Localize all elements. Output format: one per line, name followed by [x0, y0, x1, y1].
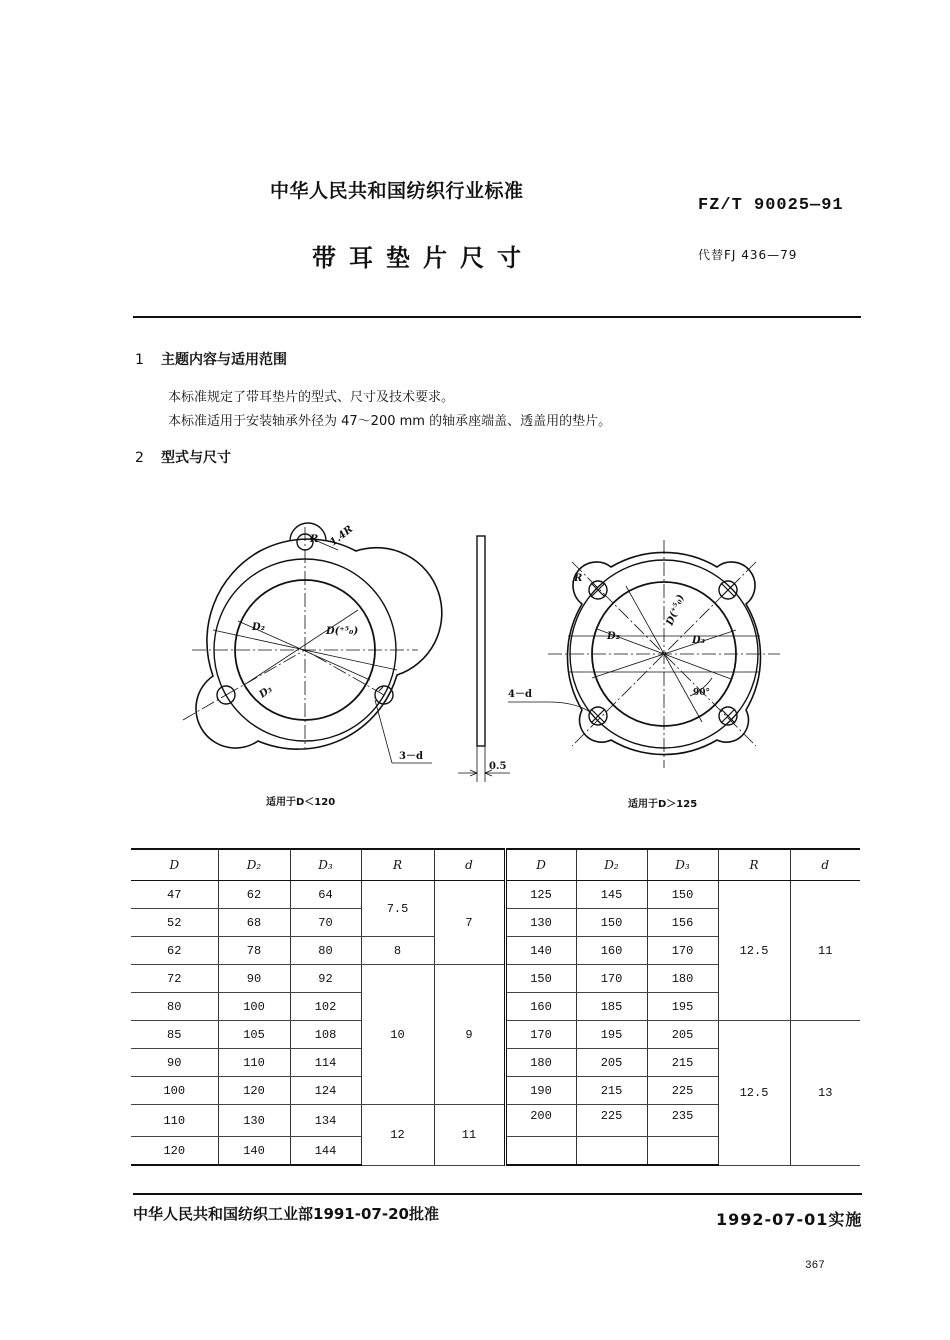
section-1-heading — [135, 349, 287, 369]
table-row — [131, 881, 860, 909]
cell: 130 — [218, 1105, 290, 1137]
document-title: 带耳垫片尺寸 — [312, 244, 534, 272]
cell: 144 — [290, 1137, 361, 1166]
cell: 170 — [647, 937, 718, 965]
cell: 78 — [218, 937, 290, 965]
cell: 52 — [131, 909, 218, 937]
section-1-para-2: 本标准适用于安装轴承外径为 47～200 mm 的轴承座端盖、透盖用的垫片。 — [168, 414, 612, 429]
page-number: 367 — [805, 1260, 825, 1272]
cell-d-merged: 9 — [434, 965, 505, 1105]
cell: 62 — [218, 881, 290, 909]
section-2-heading — [135, 447, 231, 467]
right-d2-label: D₂ — [607, 631, 621, 642]
right-angle-label: 90° — [693, 688, 711, 698]
cell-d-merged: 11 — [790, 881, 860, 1021]
footer-rule — [133, 1193, 862, 1195]
cell: 205 — [647, 1021, 718, 1049]
cell: 114 — [290, 1049, 361, 1077]
right-d-tol-label: D(⁺⁵₀) — [664, 593, 687, 628]
cell-empty — [647, 1137, 718, 1166]
left-d-tol-label: D(⁺⁵₀) — [326, 626, 359, 637]
cell: 195 — [647, 993, 718, 1021]
cell: 150 — [576, 909, 647, 937]
section-1-title: 主题内容与适用范围 — [161, 352, 287, 368]
cell: 47 — [131, 881, 218, 909]
issuing-org: 中华人民共和国纺织行业标准 — [270, 180, 524, 202]
left-holes-label: 3－d — [399, 751, 423, 762]
right-holes-label: 4－d — [508, 689, 532, 700]
cell-empty — [505, 1137, 576, 1166]
cell: 134 — [290, 1105, 361, 1137]
section-2-title: 型式与尺寸 — [161, 450, 231, 466]
cell-d-merged: 7 — [434, 881, 505, 965]
cell: 120 — [131, 1137, 218, 1166]
cell: 160 — [505, 993, 576, 1021]
cell-r-merged: 7.5 — [361, 881, 434, 937]
cell: 120 — [218, 1077, 290, 1105]
section-2-number: 2 — [135, 450, 144, 466]
th-d3-left: D₃ — [290, 849, 361, 881]
right-figure-caption: 适用于D＞125 — [628, 799, 698, 810]
cell: 90 — [218, 965, 290, 993]
cell: 215 — [647, 1049, 718, 1077]
left-d3-label: D₃ — [257, 683, 275, 701]
cell: 125 — [505, 881, 576, 909]
cell: 80 — [290, 937, 361, 965]
cell: 62 — [131, 937, 218, 965]
cell: 90 — [131, 1049, 218, 1077]
cell: 195 — [576, 1021, 647, 1049]
cell: 110 — [218, 1049, 290, 1077]
th-hole-right: d — [790, 849, 860, 881]
th-r-right: R — [718, 849, 790, 881]
cell: 100 — [131, 1077, 218, 1105]
cell-r-merged: 12.5 — [718, 1021, 790, 1166]
cell: 102 — [290, 993, 361, 1021]
cell: 185 — [576, 993, 647, 1021]
cell: 110 — [131, 1105, 218, 1137]
cell: 170 — [576, 965, 647, 993]
cell: 150 — [505, 965, 576, 993]
cell-r: 8 — [361, 937, 434, 965]
implementation-date: 1992-07-01实施 — [716, 1210, 863, 1229]
three-ear-gasket — [183, 523, 442, 763]
right-r-label: R — [574, 573, 583, 584]
left-d2-label: D₂ — [252, 622, 266, 633]
cell-r-merged: 12 — [361, 1105, 434, 1166]
four-ear-gasket — [508, 540, 780, 768]
cell: 225 — [647, 1077, 718, 1105]
cell: 156 — [647, 909, 718, 937]
cell: 105 — [218, 1021, 290, 1049]
standard-code: FZ/T 90025—91 — [698, 196, 844, 215]
side-view — [458, 536, 510, 782]
cell: 108 — [290, 1021, 361, 1049]
cell-empty — [576, 1137, 647, 1166]
cell: 130 — [505, 909, 576, 937]
left-r-label: R — [310, 534, 319, 545]
left-r14-label: 1.4R — [328, 523, 356, 549]
cell: 64 — [290, 881, 361, 909]
replaces-note: 代替FJ 436—79 — [698, 248, 798, 262]
th-d-right: D — [505, 849, 576, 881]
cell: 68 — [218, 909, 290, 937]
th-d2-right: D₂ — [576, 849, 647, 881]
th-hole-left: d — [434, 849, 505, 881]
cell: 124 — [290, 1077, 361, 1105]
cell: 100 — [218, 993, 290, 1021]
section-1-number: 1 — [135, 352, 144, 368]
th-d2-left: D₂ — [218, 849, 290, 881]
section-1-para-1: 本标准规定了带耳垫片的型式、尺寸及技术要求。 — [168, 390, 455, 405]
cell: 200 — [505, 1105, 576, 1137]
cell: 140 — [505, 937, 576, 965]
cell: 150 — [647, 881, 718, 909]
cell: 225 — [576, 1105, 647, 1137]
cell-r-merged: 10 — [361, 965, 434, 1105]
table-header-row — [131, 849, 860, 881]
gasket-drawings — [0, 490, 950, 820]
cell: 80 — [131, 993, 218, 1021]
th-r-left: R — [361, 849, 434, 881]
cell: 145 — [576, 881, 647, 909]
cell: 160 — [576, 937, 647, 965]
th-d-left: D — [131, 849, 218, 881]
right-d3-label: D₃ — [692, 635, 706, 646]
cell: 140 — [218, 1137, 290, 1166]
cell: 205 — [576, 1049, 647, 1077]
cell: 92 — [290, 965, 361, 993]
left-figure-caption: 适用于D＜120 — [266, 797, 336, 808]
cell: 85 — [131, 1021, 218, 1049]
thickness-label: 0.5 — [489, 761, 507, 772]
cell-d-merged: 11 — [434, 1105, 505, 1166]
cell: 70 — [290, 909, 361, 937]
cell: 170 — [505, 1021, 576, 1049]
cell: 180 — [647, 965, 718, 993]
cell-d-merged: 13 — [790, 1021, 860, 1166]
cell-r-merged: 12.5 — [718, 881, 790, 1021]
cell: 180 — [505, 1049, 576, 1077]
header-rule — [133, 316, 861, 318]
th-d3-right: D₃ — [647, 849, 718, 881]
dimensions-table — [131, 848, 860, 1166]
cell: 190 — [505, 1077, 576, 1105]
cell: 235 — [647, 1105, 718, 1137]
approval-line: 中华人民共和国纺织工业部1991-07-20批准 — [133, 1205, 439, 1223]
cell: 215 — [576, 1077, 647, 1105]
cell: 72 — [131, 965, 218, 993]
